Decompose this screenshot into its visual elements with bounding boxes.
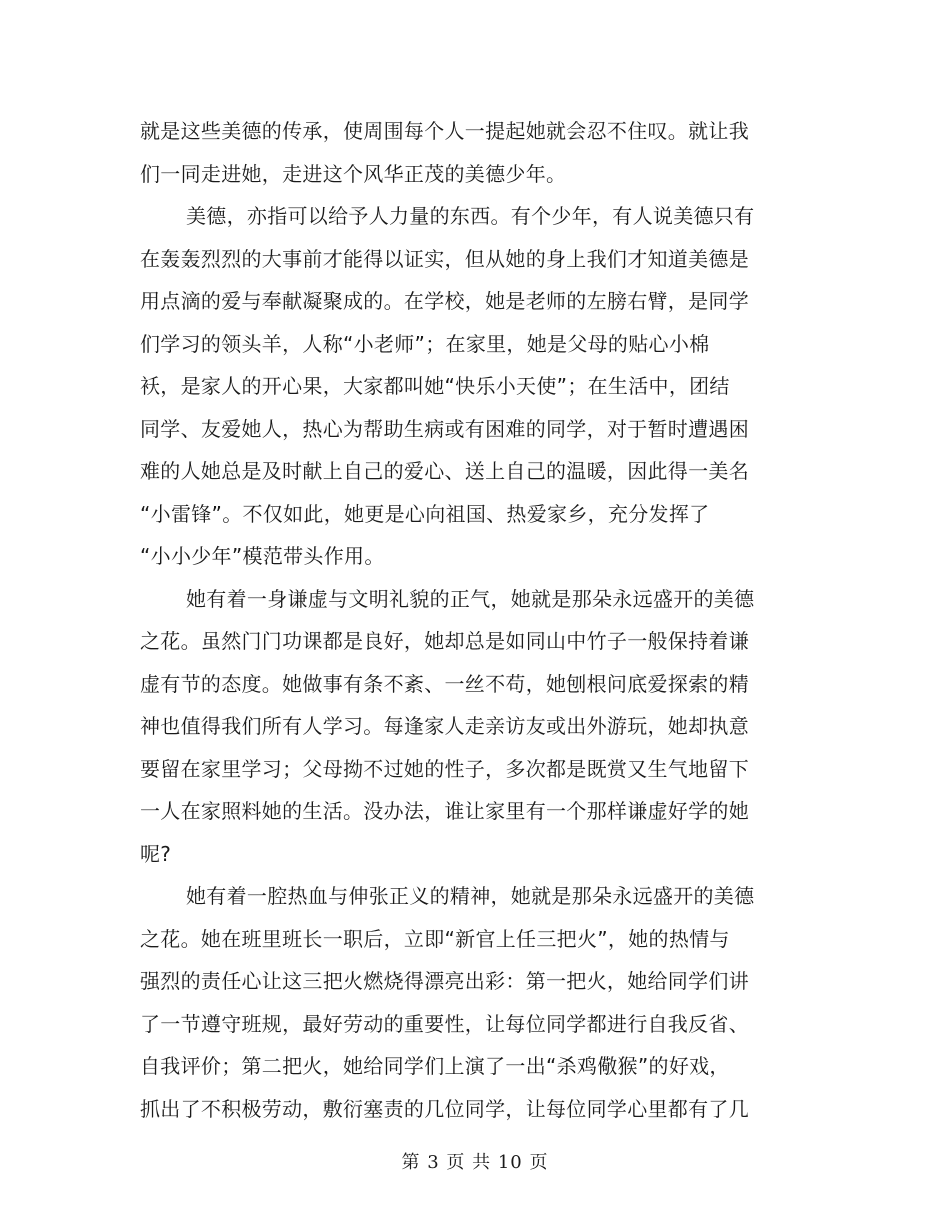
text-line: 同学、友爱她人，热心为帮助生病或有困难的同学，对于暂时遭遇困: [140, 416, 749, 441]
text-line: 就是这些美德的传承，使周围每个人一提起她就会忍不住叹。就让我: [140, 119, 749, 143]
text-line: 之花。虽然门门功课都是良好，她却总是如同山中竹子一般保持着谦: [140, 629, 749, 653]
text-line: 在轰轰烈烈的大事前才能得以证实，但从她的身上我们才知道美德是: [140, 246, 749, 271]
text-line: 一人在家照料她的生活。没办法，谁让家里有一个那样谦虚好学的她: [140, 799, 749, 823]
text-line: 要留在家里学习；父母拗不过她的性子，多次都是既赏又生气地留下: [140, 756, 749, 781]
text-line: “小小少年”模范带头作用。: [140, 544, 385, 568]
text-line: 了一节遵守班规，最好劳动的重要性，让每位同学都进行自我反省、: [140, 1011, 749, 1036]
text-line: 强烈的责任心让这三把火燃烧得漂亮出彩：第一把火，她给同学们讲: [140, 969, 749, 993]
text-line: 自我评价；第二把火，她给同学们上演了一出“杀鸡儆猴”的好戏，: [140, 1054, 730, 1078]
text-line: 们一同走进她，走进这个风华正茂的美德少年。: [140, 161, 567, 186]
text-line: 难的人她总是及时献上自己的爱心、送上自己的温暖，因此得一美名: [140, 459, 749, 483]
text-line: 用点滴的爱与奉献凝聚成的。在学校，她是老师的左膀右臂，是同学: [140, 289, 749, 313]
text-line: 虚有节的态度。她做事有条不紊、一丝不苟，她刨根问底爱探索的精: [140, 671, 749, 696]
text-line: 神也值得我们所有人学习。每逢家人走亲访友或出外游玩，她却执意: [140, 714, 749, 738]
text-line: 之花。她在班里班长一职后，立即“新官上任三把火”，她的热情与: [140, 926, 730, 951]
text-line: 呢?: [140, 841, 172, 866]
text-line: 袄，是家人的开心果，大家都叫她“快乐小天使”；在生活中，团结: [140, 374, 730, 398]
page-footer: 第 3 页 共 10 页: [401, 1152, 549, 1173]
text-line: 们学习的领头羊，人称“小老师”；在家里，她是父母的贴心小棉: [140, 331, 710, 356]
text-line: “小雷锋”。不仅如此，她更是心向祖国、热爱家乡，充分发挥了: [140, 501, 710, 526]
text-line: 抓出了不积极劳动，敷衍塞责的几位同学，让每位同学心里都有了几: [140, 1096, 749, 1121]
body-text: [140, 110, 760, 1130]
text-line: 她有着一腔热血与伸张正义的精神，她就是那朵永远盛开的美德: [186, 884, 755, 908]
text-line: 她有着一身谦虚与文明礼貌的正气，她就是那朵永远盛开的美德: [186, 586, 755, 611]
text-line: 美德，亦指可以给予人力量的东西。有个少年，有人说美德只有: [186, 204, 755, 228]
